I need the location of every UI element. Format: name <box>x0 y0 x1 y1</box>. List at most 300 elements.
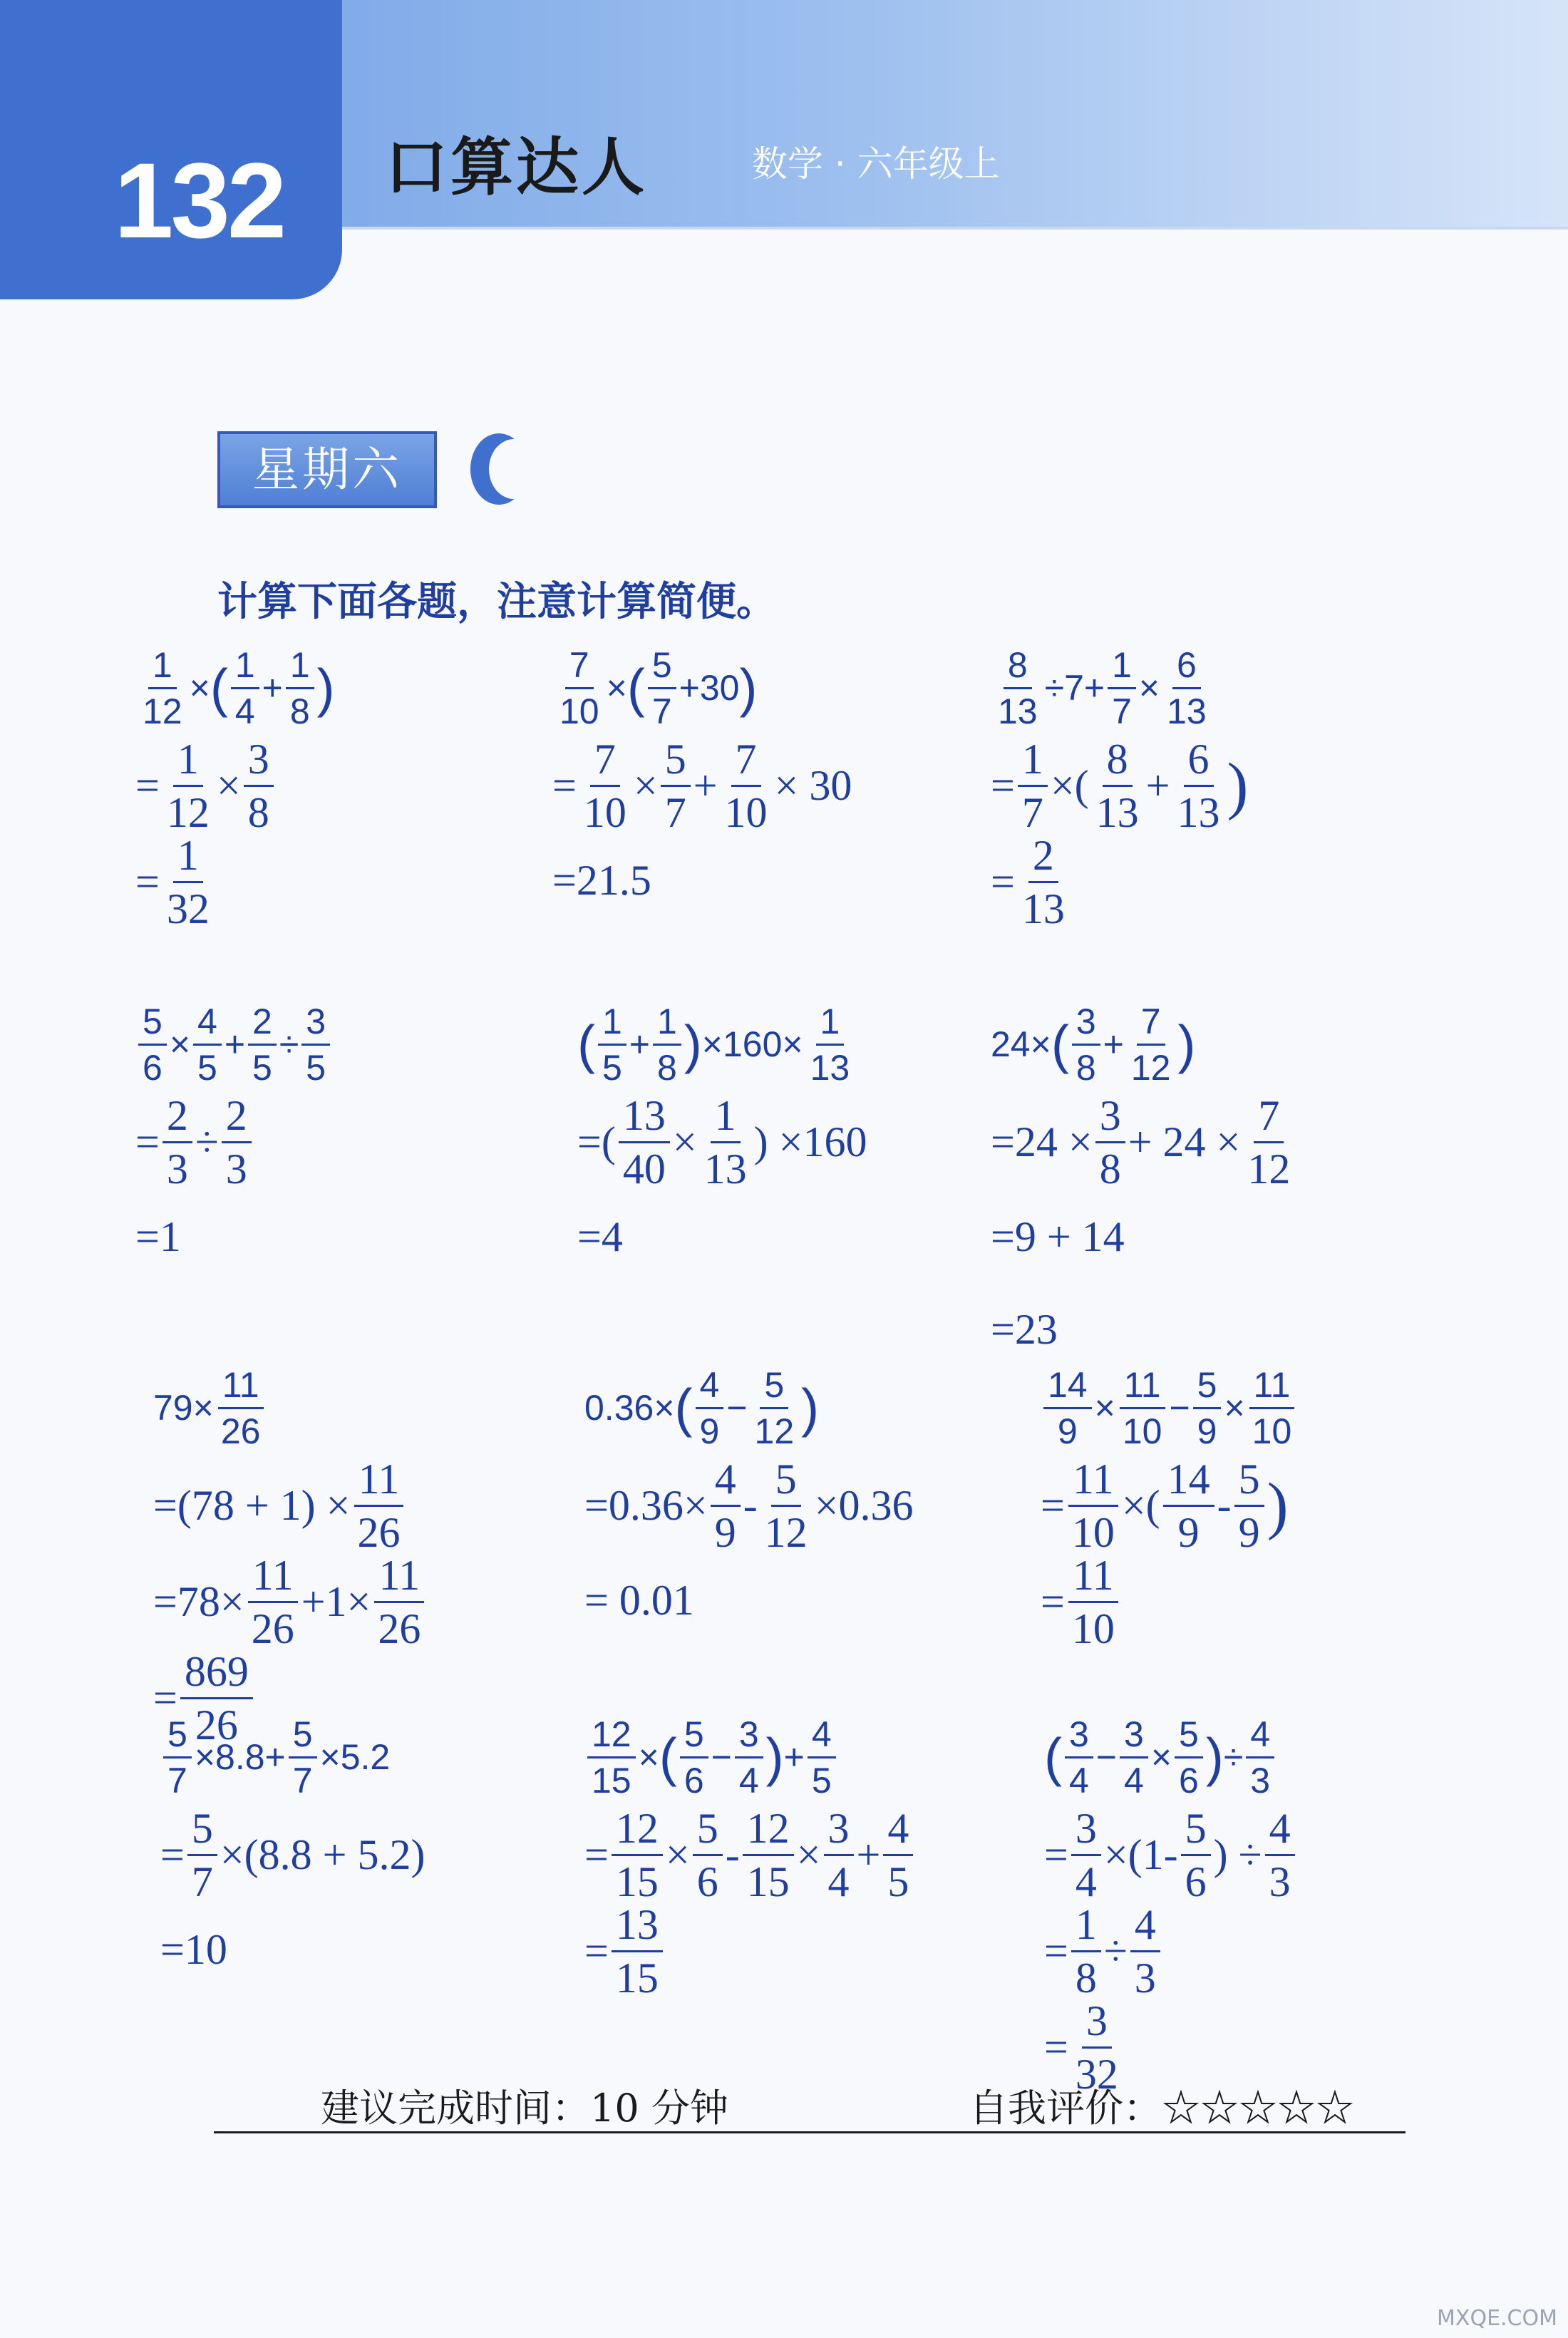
numerator: 3 <box>1082 1999 1112 2049</box>
expression-text: × <box>1150 1737 1172 1777</box>
denominator: 40 <box>622 1145 666 1193</box>
expression-text: ) <box>1177 1014 1196 1074</box>
expression-text: + <box>224 1024 246 1064</box>
denominator: 8 <box>289 691 310 731</box>
denominator: 12 <box>1130 1047 1171 1088</box>
denominator: 10 <box>1122 1411 1162 1451</box>
fraction <box>187 1807 217 1903</box>
solution-step <box>1041 1554 1511 1650</box>
expression-text: =4 <box>577 1212 623 1260</box>
numerator: 4 <box>711 1458 741 1507</box>
fraction <box>193 1001 222 1088</box>
denominator: 12 <box>764 1509 808 1556</box>
fraction <box>1068 1458 1119 1554</box>
solution-step <box>1044 1901 1515 2002</box>
expression-text: × <box>189 668 210 708</box>
fraction <box>579 738 631 834</box>
denominator: 9 <box>1238 1509 1260 1556</box>
expression-text: × <box>633 762 658 809</box>
denominator: 8 <box>657 1047 677 1088</box>
expression-text: × <box>672 1118 697 1165</box>
fraction <box>696 1364 724 1451</box>
numerator: 11 <box>354 1458 404 1507</box>
solution-step <box>991 834 1461 930</box>
problem-4 <box>135 994 606 1394</box>
expression-text: = <box>584 1927 609 1974</box>
fraction <box>1243 1092 1294 1193</box>
numerator: 2 <box>222 1094 252 1143</box>
denominator: 8 <box>1099 1145 1121 1193</box>
fraction <box>693 1807 723 1903</box>
numerator: 1 <box>148 647 177 689</box>
fraction <box>286 644 314 731</box>
expression-text: 79× <box>153 1388 214 1428</box>
fraction <box>163 738 214 834</box>
fraction <box>217 1364 265 1451</box>
numerator: 1 <box>173 834 203 883</box>
expression-text: + <box>262 668 283 708</box>
denominator: 13 <box>998 691 1038 731</box>
problem-expression <box>1041 1358 1511 1458</box>
problem-expression <box>135 638 606 738</box>
fraction <box>1065 1714 1093 1801</box>
numerator: 5 <box>187 1807 217 1856</box>
denominator: 8 <box>1076 1047 1096 1088</box>
numerator: 1 <box>173 738 203 787</box>
expression-text: +1× <box>301 1578 371 1625</box>
expression-text: ×( <box>1121 1482 1160 1529</box>
denominator: 6 <box>143 1047 163 1088</box>
fraction <box>760 1458 812 1554</box>
fraction <box>247 1554 299 1650</box>
expression-text: =(78 + 1) × <box>153 1482 351 1529</box>
expression-text: - <box>1217 1482 1232 1529</box>
fraction <box>1018 738 1048 834</box>
fraction <box>163 1714 192 1801</box>
fraction <box>1072 1001 1100 1088</box>
expression-text: ×160× <box>701 1024 803 1064</box>
expression-text: ) ×160 <box>753 1118 867 1165</box>
fraction <box>612 1901 663 2002</box>
expression-text: = <box>1041 1482 1065 1529</box>
expression-text: ) <box>1227 751 1249 821</box>
fraction <box>806 1001 855 1088</box>
solution-step <box>153 1458 624 1554</box>
denominator: 8 <box>247 789 269 836</box>
denominator: 4 <box>827 1858 850 1905</box>
problem-9 <box>1041 1358 1511 1757</box>
numerator: 7 <box>1254 1094 1284 1143</box>
denominator: 4 <box>1075 1858 1097 1905</box>
expression-text: ÷ <box>195 1118 219 1165</box>
fraction <box>1163 1458 1214 1554</box>
expression-text: ) ÷ <box>1213 1831 1262 1878</box>
numerator: 869 <box>180 1650 253 1699</box>
denominator: 9 <box>714 1509 736 1556</box>
fraction <box>301 1001 330 1088</box>
problem-3 <box>991 638 1461 1037</box>
denominator: 7 <box>191 1858 213 1905</box>
numerator: 14 <box>1043 1367 1092 1409</box>
numerator: 3 <box>1071 1807 1101 1856</box>
solution-step <box>552 738 1023 834</box>
fraction <box>1193 1364 1222 1451</box>
expression-text: + <box>693 762 718 809</box>
numerator: 11 <box>1249 1367 1295 1409</box>
numerator: 8 <box>1004 647 1032 689</box>
expression-text: = <box>135 858 160 905</box>
solution-step <box>1041 1458 1511 1554</box>
numerator: 11 <box>1068 1554 1118 1603</box>
problem-expression <box>577 994 1048 1094</box>
denominator: 15 <box>615 1858 659 1905</box>
problem-expression <box>153 1358 624 1458</box>
numerator: 4 <box>193 1004 222 1046</box>
denominator: 3 <box>1250 1760 1271 1801</box>
fraction <box>883 1807 913 1903</box>
expression-text: × <box>1224 1388 1245 1428</box>
fraction <box>555 644 604 731</box>
expression-text: × <box>1138 668 1160 708</box>
moon-icon <box>470 433 527 505</box>
numerator: 5 <box>693 1807 723 1856</box>
denominator: 9 <box>1197 1411 1217 1451</box>
fraction <box>1071 1807 1101 1903</box>
fraction <box>680 1714 708 1801</box>
numerator: 4 <box>883 1807 913 1856</box>
problem-expression <box>991 638 1461 738</box>
numerator: 5 <box>163 1716 192 1758</box>
expression-text: - <box>725 1831 740 1878</box>
numerator: 7 <box>1137 1004 1165 1046</box>
expression-text: = <box>153 1674 177 1721</box>
expression-text: − <box>711 1737 732 1777</box>
denominator: 15 <box>615 1955 659 2002</box>
solution-step <box>1044 1807 1515 1903</box>
expression-text: ) <box>765 1727 784 1787</box>
expression-text: × <box>796 1831 821 1878</box>
fraction <box>1092 738 1143 834</box>
fraction <box>612 1807 663 1903</box>
fraction <box>1162 644 1211 731</box>
fraction <box>1130 1901 1160 2002</box>
fraction <box>619 1092 670 1193</box>
fraction <box>222 1092 252 1193</box>
fraction <box>1248 1364 1296 1451</box>
fraction <box>248 1001 277 1088</box>
expression-text: +30 <box>679 668 740 708</box>
denominator: 13 <box>1167 691 1207 731</box>
denominator: 32 <box>166 885 210 932</box>
solution-step <box>135 738 606 834</box>
book-title: 口算达人 <box>385 130 648 204</box>
expression-text: × <box>606 668 627 708</box>
numerator: 7 <box>590 738 620 787</box>
expression-text: ( <box>210 658 228 718</box>
denominator: 13 <box>703 1145 747 1193</box>
expression-text: × <box>1094 1388 1115 1428</box>
fraction <box>1175 1714 1203 1801</box>
numerator: 1 <box>231 647 259 689</box>
expression-text: + <box>856 1831 881 1878</box>
numerator: 3 <box>301 1004 330 1046</box>
numerator: 3 <box>735 1716 763 1758</box>
numerator: 5 <box>289 1716 317 1758</box>
expression-text: − <box>726 1388 748 1428</box>
numerator: 3 <box>824 1807 854 1856</box>
numerator: 5 <box>760 1367 788 1409</box>
numerator: 5 <box>771 1458 801 1507</box>
expression-text: ) <box>316 658 335 718</box>
fraction <box>231 644 259 731</box>
problem-expression <box>584 1358 1055 1458</box>
denominator: 13 <box>1095 789 1139 836</box>
denominator: 7 <box>651 691 672 731</box>
fraction <box>824 1807 854 1903</box>
expression-text: × 30 <box>774 762 852 809</box>
expression-text: + <box>783 1737 805 1777</box>
numerator: 3 <box>1072 1004 1100 1046</box>
numerator: 1 <box>653 1004 681 1046</box>
fraction <box>743 1807 794 1903</box>
problem-5 <box>577 994 1048 1394</box>
expression-text: =24 × <box>991 1118 1093 1165</box>
denominator: 10 <box>583 789 626 836</box>
numerator: 4 <box>696 1367 724 1409</box>
denominator: 26 <box>195 1701 238 1749</box>
numerator: 5 <box>648 647 676 689</box>
denominator: 10 <box>1071 1605 1115 1652</box>
problem-12 <box>1044 1707 1515 2106</box>
numerator: 1 <box>1018 738 1048 787</box>
expression-text: ×0.36 <box>814 1482 914 1529</box>
expression-text: ×(1- <box>1103 1831 1178 1878</box>
solution-step <box>135 1190 606 1283</box>
fraction <box>661 738 691 834</box>
numerator: 4 <box>1130 1903 1160 1952</box>
problem-2 <box>552 638 1023 1037</box>
problem-11 <box>584 1707 1055 2106</box>
fraction <box>163 1092 192 1193</box>
numerator: 1 <box>286 647 314 689</box>
fraction <box>1127 1001 1175 1088</box>
numerator: 5 <box>138 1004 167 1046</box>
fraction <box>1043 1364 1092 1451</box>
solution-step <box>584 1554 1055 1647</box>
denominator: 7 <box>292 1760 313 1801</box>
denominator: 26 <box>378 1605 421 1652</box>
denominator: 13 <box>1021 885 1065 932</box>
expression-text: = <box>1044 1831 1068 1878</box>
denominator: 4 <box>234 691 255 731</box>
expression-text: ×(8.8 + 5.2) <box>220 1831 425 1878</box>
denominator: 13 <box>810 1047 850 1088</box>
denominator: 3 <box>166 1145 188 1193</box>
numerator: 4 <box>1265 1807 1295 1856</box>
denominator: 3 <box>225 1145 247 1193</box>
numerator: 1 <box>598 1004 626 1046</box>
denominator: 6 <box>1179 1760 1199 1801</box>
fraction <box>751 1364 799 1451</box>
fraction <box>994 644 1042 731</box>
numerator: 11 <box>218 1367 264 1409</box>
denominator: 12 <box>754 1411 795 1451</box>
self-evaluation-stars: 自我评价：☆☆☆☆☆ <box>969 2086 1354 2131</box>
fraction <box>587 1714 636 1801</box>
problem-expression <box>135 994 606 1094</box>
denominator: 13 <box>1177 789 1220 836</box>
solution-step <box>577 1190 1048 1283</box>
numerator: 7 <box>565 647 594 689</box>
numerator: 7 <box>731 738 761 787</box>
denominator: 12 <box>1247 1145 1291 1193</box>
problem-expression <box>991 994 1461 1094</box>
expression-text: ( <box>1044 1727 1062 1787</box>
expression-text: = <box>135 1118 160 1165</box>
fraction <box>1246 1714 1274 1801</box>
watermark: MXQE.COM <box>1437 2306 1557 2331</box>
expression-text: = 0.01 <box>584 1576 694 1624</box>
fraction <box>653 1001 681 1088</box>
day-label: 星期六 <box>217 431 437 508</box>
expression-text: = <box>1041 1578 1065 1625</box>
solution-step <box>584 1458 1055 1554</box>
expression-text: ) <box>739 658 758 718</box>
expression-text: − <box>1095 1737 1117 1777</box>
numerator: 3 <box>1065 1716 1093 1758</box>
expression-text: =9 + 14 <box>991 1212 1125 1260</box>
fraction <box>1118 1364 1167 1451</box>
expression-text: − <box>1169 1388 1190 1428</box>
denominator: 3 <box>1269 1858 1291 1905</box>
expression-text: ( <box>577 1014 595 1074</box>
fraction <box>1095 1092 1125 1193</box>
fraction <box>1120 1714 1148 1801</box>
solution-step <box>991 1190 1461 1283</box>
denominator: 26 <box>357 1509 401 1556</box>
denominator: 15 <box>746 1858 790 1905</box>
fraction <box>244 738 274 834</box>
denominator: 12 <box>166 789 210 836</box>
numerator: 2 <box>163 1094 192 1143</box>
solution-step <box>160 1903 631 1996</box>
fraction <box>138 644 187 731</box>
expression-text: ÷ <box>1103 1927 1128 1974</box>
numerator: 12 <box>612 1807 663 1856</box>
numerator: 3 <box>1095 1094 1125 1143</box>
denominator: 10 <box>1071 1509 1115 1556</box>
numerator: 14 <box>1163 1458 1214 1507</box>
expression-text: - <box>743 1482 758 1529</box>
problem-7 <box>153 1358 624 1757</box>
expression-text: × <box>638 1737 659 1777</box>
denominator: 4 <box>738 1760 759 1801</box>
denominator: 6 <box>684 1760 704 1801</box>
numerator: 1 <box>1108 647 1136 689</box>
denominator: 4 <box>1124 1760 1144 1801</box>
denominator: 7 <box>1021 789 1043 836</box>
denominator: 6 <box>696 1858 718 1905</box>
denominator: 8 <box>1075 1955 1097 2002</box>
denominator: 26 <box>251 1605 294 1652</box>
expression-text: × <box>216 762 241 809</box>
fraction <box>373 1554 425 1650</box>
solution-step <box>584 1901 1055 2002</box>
solution-step <box>991 1092 1461 1193</box>
expression-text: = <box>135 762 160 809</box>
expression-text: ÷ <box>279 1024 299 1064</box>
problem-expression <box>552 638 1023 738</box>
expression-text: = <box>991 762 1015 809</box>
fraction <box>721 738 772 834</box>
denominator: 7 <box>167 1760 187 1801</box>
expression-text: ( <box>674 1378 693 1438</box>
expression-text: =1 <box>135 1212 181 1260</box>
numerator: 5 <box>1193 1367 1222 1409</box>
expression-text: =0.36× <box>584 1482 708 1529</box>
expression-text: + <box>1103 1024 1124 1064</box>
expression-text: = <box>1044 1927 1068 1974</box>
denominator: 10 <box>1252 1411 1292 1451</box>
expression-text: ×5.2 <box>319 1737 391 1777</box>
numerator: 1 <box>816 1004 845 1046</box>
problem-expression <box>160 1707 631 1807</box>
expression-text: =10 <box>160 1925 227 1973</box>
expression-text: ) <box>1267 1471 1289 1541</box>
book-subtitle: 数学 · 六年级上 <box>752 143 1000 185</box>
fraction <box>1181 1807 1211 1903</box>
solution-step <box>135 834 606 930</box>
denominator: 7 <box>1112 691 1132 731</box>
fraction <box>289 1714 317 1801</box>
fraction <box>1018 834 1069 930</box>
denominator: 5 <box>306 1047 326 1088</box>
denominator: 9 <box>1057 1411 1078 1451</box>
expression-text: + <box>629 1024 650 1064</box>
expression-text: = <box>1044 2024 1068 2071</box>
expression-text: × <box>169 1024 191 1064</box>
numerator: 5 <box>1181 1807 1211 1856</box>
numerator: 1 <box>1071 1903 1101 1952</box>
numerator: 1 <box>711 1094 741 1143</box>
denominator: 15 <box>592 1760 631 1801</box>
fraction <box>700 1092 751 1193</box>
fraction <box>1068 1554 1119 1650</box>
denominator: 26 <box>220 1411 261 1451</box>
problem-8 <box>584 1358 1055 1757</box>
denominator: 6 <box>1185 1858 1207 1905</box>
denominator: 9 <box>699 1411 720 1451</box>
numerator: 2 <box>248 1004 277 1046</box>
expression-text: + <box>1145 762 1170 809</box>
numerator: 4 <box>1246 1716 1274 1758</box>
denominator: 7 <box>664 789 686 836</box>
expression-text: = <box>160 1831 185 1878</box>
expression-text: =( <box>577 1118 616 1165</box>
footer-divider <box>214 2131 1405 2133</box>
page-number: 132 <box>114 140 284 260</box>
expression-text: = <box>991 858 1015 905</box>
numerator: 11 <box>248 1554 298 1603</box>
problem-10 <box>160 1707 631 2106</box>
expression-text: × <box>665 1831 690 1878</box>
numerator: 5 <box>661 738 691 787</box>
expression-text: = <box>584 1831 609 1878</box>
instruction-text: 计算下面各题，注意计算简便。 <box>217 579 776 625</box>
denominator: 32 <box>1075 2051 1118 2098</box>
denominator: 5 <box>811 1760 832 1801</box>
expression-text: =78× <box>153 1578 244 1625</box>
